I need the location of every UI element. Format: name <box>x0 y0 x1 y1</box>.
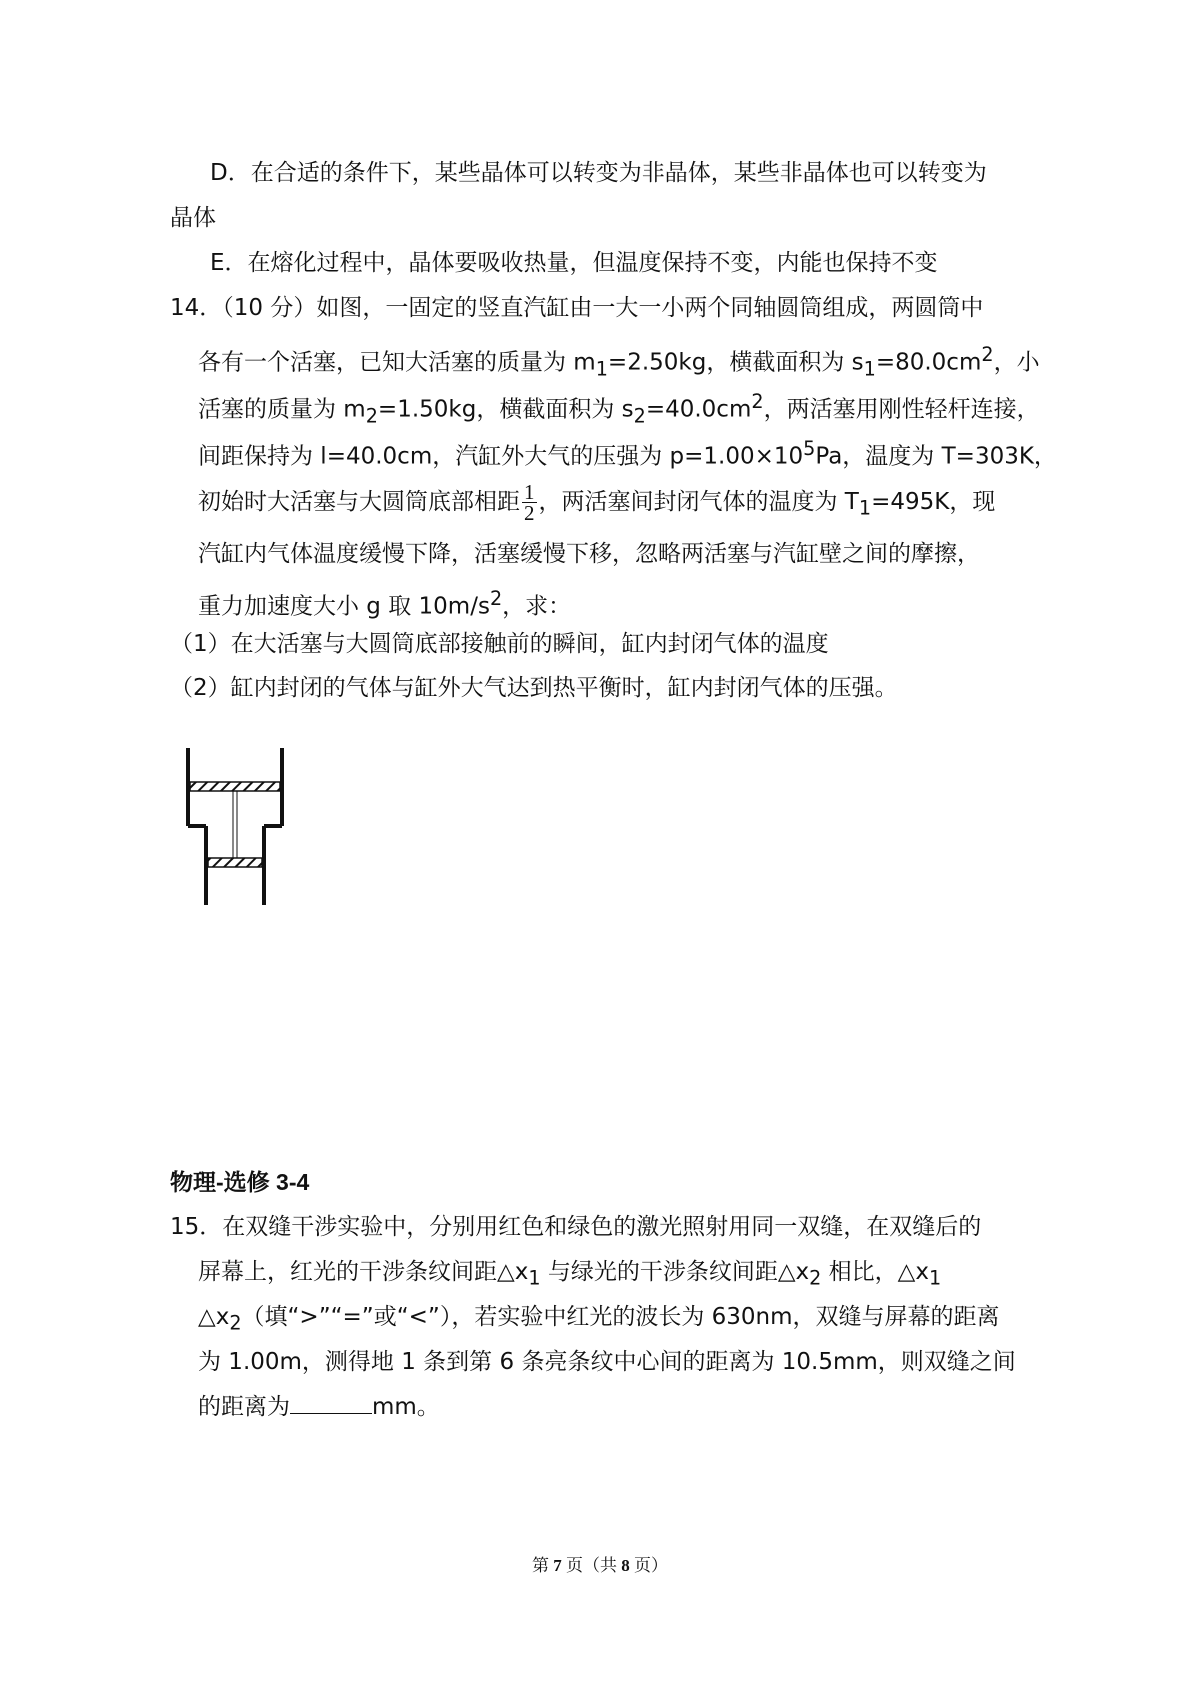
large-piston <box>190 782 280 791</box>
q14-line7: 重力加速度大小 g 取 $10m/s^2$，求： <box>198 587 572 620</box>
q13-option-d-line1: D．在合适的条件下，某些晶体可以转变为非晶体，某些非晶体也可以转变为 <box>210 160 987 186</box>
q15-line3: $\triangle x_2$（填“>”“=”或“<”），若实验中红光的波长为 630nm，双缝与屏幕的距离 <box>198 1304 1000 1335</box>
q14-line2: 各有一个活塞，已知大活塞的质量为 $m_1=2.50kg$，横截面积为 $s_1=80.0cm^2$，小 <box>198 343 1040 381</box>
page-footer: 第 7 页（共 8 页） <box>532 1556 668 1575</box>
q13-option-e: E．在熔化过程中，晶体要吸收热量，但温度保持不变，内能也保持不变 <box>210 250 938 276</box>
q15-line1: 15．在双缝干涉实验中，分别用红色和绿色的激光照射用同一双缝，在双缝后的 <box>170 1214 982 1240</box>
q15-line5: 的距离为 mm。 <box>198 1391 440 1423</box>
fraction-one-half: $\frac{1}{2}$ <box>524 480 535 525</box>
q15-line4: 为 1.00m，测得地 1 条到第 6 条亮条纹中心间的距离为 10.5mm，则双缝之间 <box>198 1349 1016 1375</box>
q14-part2: （2）缸内封闭的气体与缸外大气达到热平衡时，缸内封闭气体的压强。 <box>170 675 898 701</box>
q14-line4: 间距保持为 l=40.0cm，汽缸外大气的压强为 $p=1.00\times 10^5Pa$，温度为 T=303K， <box>198 437 1057 470</box>
answer-blank[interactable] <box>290 1391 372 1414</box>
small-piston <box>208 858 262 867</box>
q15-line2: 屏幕上，红光的干涉条纹间距$\triangle x_1$ 与绿光的干涉条纹间距$\triangle x_2$ 相比，$\triangle x_1$ <box>198 1259 942 1290</box>
section-title: 物理-选修 3-4 <box>170 1169 310 1195</box>
q14-line3: 活塞的质量为 $m_2=1.50kg$，横截面积为 $s_2=40.0cm^2$，两活塞用刚性轻杆连接， <box>198 390 1040 428</box>
q13-option-d-line2: 晶体 <box>170 205 216 231</box>
q14-line5: 初始时大活塞与大圆筒底部相距 $\frac{1}{2}$ ，两活塞间封闭气体的温度为 $T_1=495K$，现 <box>198 480 996 525</box>
cylinder-piston-diagram <box>180 740 300 910</box>
q14-part1: （1）在大活塞与大圆筒底部接触前的瞬间，缸内封闭气体的温度 <box>170 631 829 657</box>
q14-line1: 14．（10 分）如图，一固定的竖直汽缸由一大一小两个同轴圆筒组成，两圆筒中 <box>170 295 984 321</box>
q14-line6: 汽缸内气体温度缓慢下降，活塞缓慢下移，忽略两活塞与汽缸壁之间的摩擦， <box>198 541 980 567</box>
